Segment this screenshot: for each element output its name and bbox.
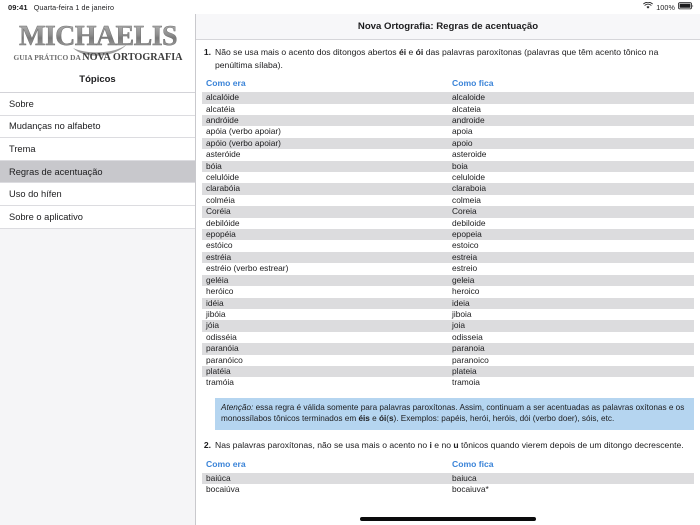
table-row bbox=[202, 126, 694, 137]
cell-como-era: jóia bbox=[202, 320, 448, 331]
attention-note-bold1: éis bbox=[358, 414, 370, 424]
attention-note-bold3: s bbox=[388, 414, 394, 424]
cell-como-fica: baiuca bbox=[448, 473, 694, 484]
cell-como-era: colméia bbox=[202, 195, 448, 206]
status-bar-right bbox=[643, 2, 694, 12]
cell-como-fica: odisseia bbox=[448, 332, 694, 343]
table-2-header-row bbox=[202, 459, 694, 473]
rule-2 bbox=[202, 439, 694, 452]
split-view bbox=[0, 14, 700, 525]
cell-como-era: estréio (verbo estrear) bbox=[202, 263, 448, 274]
cell-como-era: platéia bbox=[202, 366, 448, 377]
svg-text:MICHAELIS: MICHAELIS bbox=[18, 21, 177, 52]
rule-1-bold1: éi bbox=[398, 47, 407, 57]
cell-como-era: heróico bbox=[202, 286, 448, 297]
wifi-icon bbox=[643, 2, 653, 12]
rule-2-text-part2: e no bbox=[431, 439, 454, 450]
table-row bbox=[202, 183, 694, 194]
table-row bbox=[202, 263, 694, 274]
cell-como-fica: apoio bbox=[448, 138, 694, 149]
cell-como-era: asteróide bbox=[202, 149, 448, 160]
cell-como-fica: heroico bbox=[448, 286, 694, 297]
table-2-body bbox=[202, 473, 694, 496]
rule-1-text-part1: Não se usa mais o acento dos ditongos abertos bbox=[215, 47, 399, 57]
cell-como-era: alcalóide bbox=[202, 92, 448, 103]
cell-como-fica: debiloide bbox=[448, 218, 694, 229]
table-row bbox=[202, 252, 694, 263]
table-rule-1 bbox=[202, 78, 694, 389]
cell-como-fica: apoia bbox=[448, 126, 694, 137]
rule-1-text-part2: e bbox=[406, 47, 416, 57]
table-row bbox=[202, 218, 694, 229]
cell-como-era: geléia bbox=[202, 275, 448, 286]
table-row bbox=[202, 206, 694, 217]
attention-note bbox=[215, 398, 694, 430]
table-row bbox=[202, 161, 694, 172]
table-row bbox=[202, 138, 694, 149]
table-row bbox=[202, 355, 694, 366]
battery-percent-label: 100% bbox=[656, 2, 675, 12]
page-title: Nova Ortografia: Regras de acentuação bbox=[196, 14, 700, 40]
status-date: Quarta-feira 1 de janeiro bbox=[33, 2, 115, 12]
table-row bbox=[202, 366, 694, 377]
cell-como-era: odisséia bbox=[202, 332, 448, 343]
attention-note-label: Atenção: bbox=[221, 402, 254, 412]
sidebar-item-uso-do-hifen[interactable]: Uso do hífen bbox=[0, 183, 195, 206]
cell-como-fica: estreia bbox=[448, 252, 694, 263]
attention-note-paren-open: ( bbox=[386, 414, 389, 424]
cell-como-era: paranóia bbox=[202, 343, 448, 354]
table-row bbox=[202, 298, 694, 309]
cell-como-fica: geleia bbox=[448, 275, 694, 286]
cell-como-fica: boia bbox=[448, 161, 694, 172]
table-row bbox=[202, 343, 694, 354]
table-row bbox=[202, 473, 694, 484]
cell-como-fica: paranoico bbox=[448, 355, 694, 366]
table-row bbox=[202, 309, 694, 320]
home-indicator-bar[interactable] bbox=[360, 517, 536, 521]
rule-2-text-part3: tônicos quando vierem depois de um ditongo decrescente. bbox=[458, 439, 684, 450]
rule-2-number: 2. bbox=[203, 439, 211, 450]
table-1-header-fica: Como fica bbox=[448, 78, 694, 92]
table-1-header-era: Como era bbox=[202, 78, 448, 92]
rule-1-number: 1. bbox=[203, 47, 211, 57]
table-rule-2 bbox=[202, 459, 694, 496]
cell-como-era: estóico bbox=[202, 240, 448, 251]
table-row bbox=[202, 195, 694, 206]
sidebar-item-sobre-o-aplicativo[interactable]: Sobre o aplicativo bbox=[0, 206, 195, 229]
cell-como-fica: epopeia bbox=[448, 229, 694, 240]
status-time: 09:41 bbox=[8, 2, 28, 12]
rule-2-text-part1: Nas palavras paroxítonas, não se usa mais o acento no bbox=[215, 439, 430, 450]
cell-como-era: epopéia bbox=[202, 229, 448, 240]
rule-2-text bbox=[215, 439, 694, 452]
attention-note-paren-close: ) bbox=[393, 414, 397, 424]
content-pane bbox=[196, 14, 700, 525]
table-row bbox=[202, 377, 694, 388]
sidebar bbox=[0, 14, 196, 525]
cell-como-fica: paranoia bbox=[448, 343, 694, 354]
cell-como-fica: estoico bbox=[448, 240, 694, 251]
sidebar-item-trema[interactable]: Trema bbox=[0, 138, 195, 161]
app-logo bbox=[0, 14, 195, 66]
cell-como-era: alcatéia bbox=[202, 104, 448, 115]
table-row bbox=[202, 286, 694, 297]
cell-como-era: debilóide bbox=[202, 218, 448, 229]
attention-note-part3: . Exemplos: papéis, herói, heróis, dói (verbo doer), sóis, etc. bbox=[396, 414, 615, 424]
table-row bbox=[202, 484, 694, 495]
table-row bbox=[202, 92, 694, 103]
cell-como-fica: tramoia bbox=[448, 377, 694, 388]
table-row bbox=[202, 229, 694, 240]
sidebar-item-sobre[interactable]: Sobre bbox=[0, 93, 195, 116]
rule-2-bold1: i bbox=[429, 439, 432, 450]
table-row bbox=[202, 240, 694, 251]
cell-como-era: baiúca bbox=[202, 473, 448, 484]
svg-text:GUIA PRÁTICO DA NOVA ORTOGRAFI: GUIA PRÁTICO DA NOVA ORTOGRAFIA bbox=[12, 52, 183, 63]
cell-como-era: apóio (verbo apoiar) bbox=[202, 138, 448, 149]
cell-como-fica: ideia bbox=[448, 298, 694, 309]
table-row bbox=[202, 172, 694, 183]
cell-como-era: bóia bbox=[202, 161, 448, 172]
cell-como-era: Coréia bbox=[202, 206, 448, 217]
table-row bbox=[202, 332, 694, 343]
cell-como-fica: jiboia bbox=[448, 309, 694, 320]
cell-como-fica: Coreia bbox=[448, 206, 694, 217]
rule-1 bbox=[202, 46, 694, 71]
cell-como-era: clarabóia bbox=[202, 183, 448, 194]
cell-como-era: tramóia bbox=[202, 377, 448, 388]
cell-como-fica: alcateia bbox=[448, 104, 694, 115]
rule-1-text-part3: das palavras paroxítonas (palavras que têm acento tônico na penúltima sílaba). bbox=[215, 47, 659, 70]
rule-2-bold2: u bbox=[453, 439, 459, 450]
table-row bbox=[202, 320, 694, 331]
cell-como-fica: plateia bbox=[448, 366, 694, 377]
cell-como-fica: asteroide bbox=[448, 149, 694, 160]
cell-como-fica: androide bbox=[448, 115, 694, 126]
cell-como-era: andróide bbox=[202, 115, 448, 126]
cell-como-fica: colmeia bbox=[448, 195, 694, 206]
attention-note-bold2: ói bbox=[378, 414, 387, 424]
status-bar bbox=[0, 0, 700, 14]
cell-como-fica: celuloide bbox=[448, 172, 694, 183]
battery-full-icon bbox=[678, 2, 694, 12]
table-2-header-fica: Como fica bbox=[448, 459, 694, 473]
cell-como-fica: joia bbox=[448, 320, 694, 331]
document-body bbox=[196, 40, 700, 525]
home-indicator bbox=[196, 517, 700, 521]
status-bar-left bbox=[8, 3, 114, 12]
cell-como-era: paranóico bbox=[202, 355, 448, 366]
table-1-header-row bbox=[202, 78, 694, 92]
cell-como-fica: alcaloide bbox=[448, 92, 694, 103]
rule-1-text bbox=[215, 46, 694, 71]
rule-1-bold2: ói bbox=[415, 47, 424, 57]
cell-como-era: apóia (verbo apoiar) bbox=[202, 126, 448, 137]
cell-como-era: bocaiúva bbox=[202, 484, 448, 495]
topics-list bbox=[0, 92, 195, 525]
cell-como-era: celulóide bbox=[202, 172, 448, 183]
cell-como-era: jibóia bbox=[202, 309, 448, 320]
attention-note-part2: e bbox=[369, 414, 379, 424]
cell-como-fica: claraboia bbox=[448, 183, 694, 194]
table-row bbox=[202, 104, 694, 115]
table-2-header-era: Como era bbox=[202, 459, 448, 473]
cell-como-fica: bocaiuva* bbox=[448, 484, 694, 495]
topics-header: Tópicos bbox=[0, 66, 195, 92]
table-row bbox=[202, 149, 694, 160]
attention-note-part1: essa regra é válida somente para palavras paroxítonas. Assim, continuam a ser acentuadas as palavras oxítonas e os monossílabos tônicos terminados em bbox=[221, 402, 685, 424]
cell-como-fica: estreio bbox=[448, 263, 694, 274]
michaelis-logo-graphic bbox=[13, 18, 183, 66]
table-row bbox=[202, 115, 694, 126]
sidebar-item-regras-de-acentuacao[interactable]: Regras de acentuação bbox=[0, 161, 195, 184]
cell-como-era: idéia bbox=[202, 298, 448, 309]
table-row bbox=[202, 275, 694, 286]
cell-como-era: estréia bbox=[202, 252, 448, 263]
table-1-body bbox=[202, 92, 694, 389]
sidebar-item-mudancas-no-alfabeto[interactable]: Mudanças no alfabeto bbox=[0, 116, 195, 139]
